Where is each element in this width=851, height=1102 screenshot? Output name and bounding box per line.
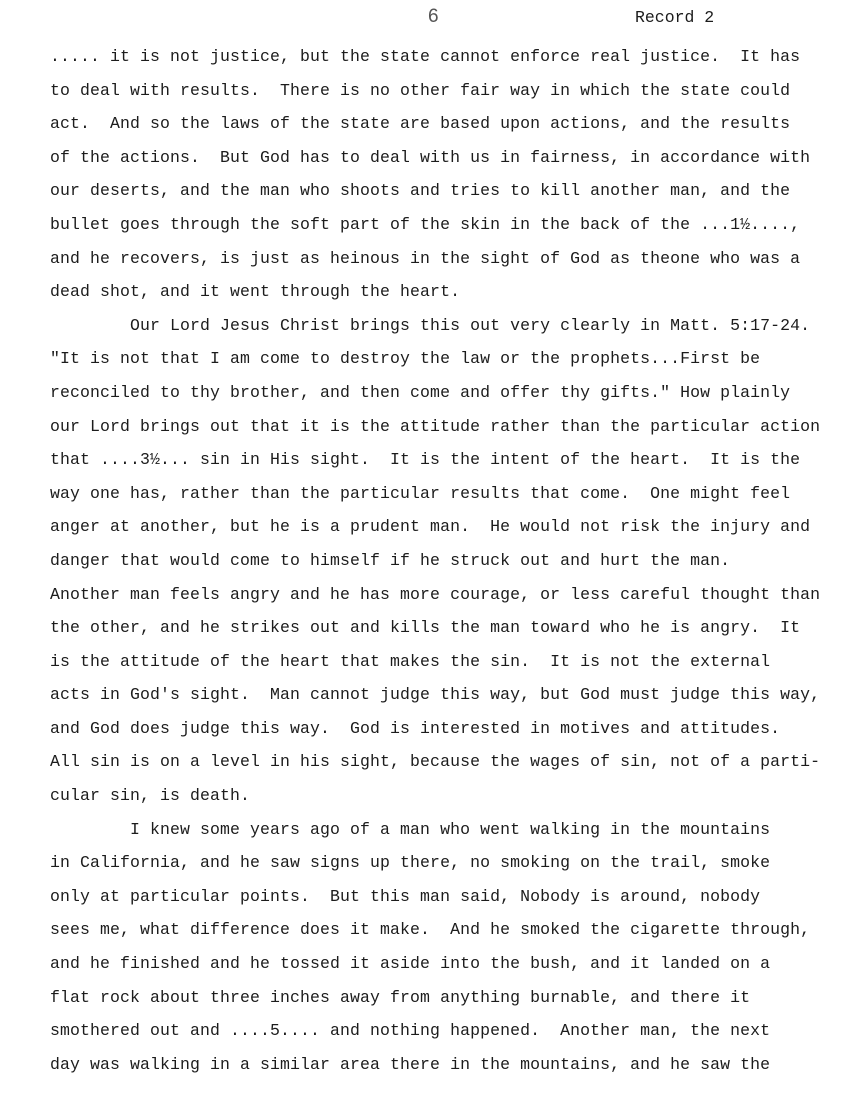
text-line: acts in God's sight. Man cannot judge this way, but God must judge this way, xyxy=(50,685,821,705)
text-line: Another man feels angry and he has more courage, or less careful thought than xyxy=(50,584,821,604)
record-label: Record 2 xyxy=(635,8,715,27)
text-line: our deserts, and the man who shoots and tries to kill another man, and the xyxy=(50,181,791,201)
text-line: sees me, what difference does it make. And he smoked the cigarette through, xyxy=(50,920,811,940)
text-line: to deal with results. There is no other fair way in which the state could xyxy=(50,80,791,100)
paragraph-start-line: Our Lord Jesus Christ brings this out very clearly in Matt. 5:17-24. xyxy=(50,315,811,335)
text-line: of the actions. But God has to deal with us in fairness, in accordance with xyxy=(50,147,811,167)
text-line: reconciled to thy brother, and then come and offer thy gifts." How plainly xyxy=(50,382,791,402)
text-line: our Lord brings out that it is the attitude rather than the particular action xyxy=(50,416,821,436)
text-line: act. And so the laws of the state are based upon actions, and the results xyxy=(50,114,791,134)
text-line: anger at another, but he is a prudent man. He would not risk the injury and xyxy=(50,517,811,537)
text-line: in California, and he saw signs up there, no smoking on the trail, smoke xyxy=(50,853,771,873)
text-line: dead shot, and it went through the heart. xyxy=(50,282,461,302)
text-line: cular sin, is death. xyxy=(50,786,251,806)
text-line: and he finished and he tossed it aside into the bush, and it landed on a xyxy=(50,954,771,974)
text-line: ..... it is not justice, but the state cannot enforce real justice. It has xyxy=(50,47,801,66)
page-number: 6 xyxy=(428,6,439,27)
text-line: is the attitude of the heart that makes the sin. It is not the external xyxy=(50,651,771,671)
text-line: and he recovers, is just as heinous in the sight of God as theone who was a xyxy=(50,248,801,268)
text-line: day was walking in a similar area there in the mountains, and he saw the xyxy=(50,1054,771,1074)
text-line: the other, and he strikes out and kills the man toward who he is angry. It xyxy=(50,618,801,638)
text-line: smothered out and ....5.... and nothing happened. Another man, the next xyxy=(50,1021,771,1041)
text-line: way one has, rather than the particular results that come. One might feel xyxy=(50,483,791,503)
text-line: only at particular points. But this man said, Nobody is around, nobody xyxy=(50,886,761,906)
text-line: danger that would come to himself if he struck out and hurt the man. xyxy=(50,550,731,570)
text-line: that ....3½... sin in His sight. It is the intent of the heart. It is the xyxy=(50,450,801,470)
text-line: and God does judge this way. God is interested in motives and attitudes. xyxy=(50,718,781,738)
text-line: "It is not that I am come to destroy the law or the prophets...First be xyxy=(50,349,761,369)
text-line: All sin is on a level in his sight, because the wages of sin, not of a parti- xyxy=(50,752,821,772)
text-line: bullet goes through the soft part of the skin in the back of the ...1½...., xyxy=(50,214,801,234)
paragraph-start-line: I knew some years ago of a man who went walking in the mountains xyxy=(50,819,771,839)
typed-transcript-body xyxy=(50,40,840,1081)
text-line: flat rock about three inches away from anything burnable, and there it xyxy=(50,987,751,1007)
